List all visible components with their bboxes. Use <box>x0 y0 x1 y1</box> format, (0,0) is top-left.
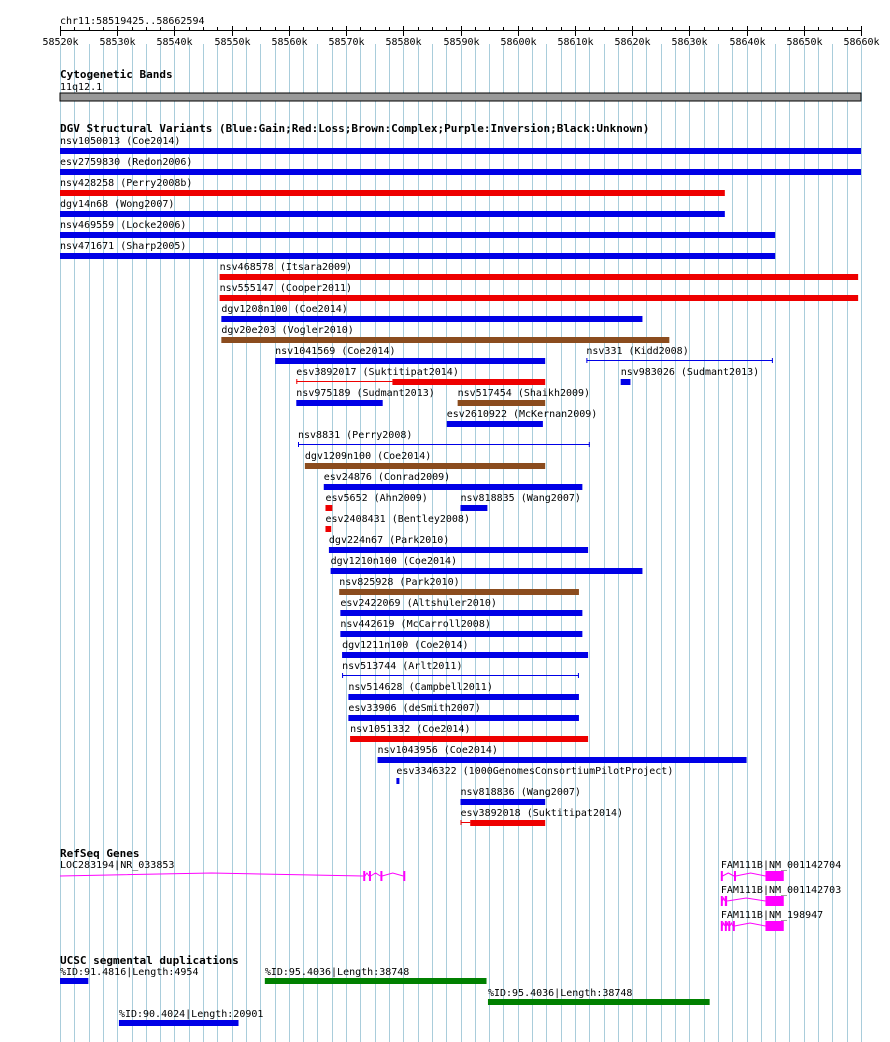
gene-exon <box>765 896 783 906</box>
variant-label: esv3346322 (1000GenomesConsortiumPilotProject) <box>396 766 674 777</box>
variant-label: nsv469559 (Locke2006) <box>60 220 187 231</box>
variant-label: esv2422069 (Altshuler2010) <box>340 598 497 609</box>
segdup-label: %ID:95.4036|Length:38748 <box>264 967 410 978</box>
location-label: chr11:58519425..58662594 <box>60 16 205 27</box>
segdup-label: %ID:95.4036|Length:38748 <box>487 988 633 999</box>
variant-bar <box>340 610 582 616</box>
segdup-bar <box>119 1020 239 1026</box>
gene-exon <box>765 921 783 931</box>
variant-label: esv3892017 (Suktitipat2014) <box>296 367 459 378</box>
segdup-label: %ID:90.4024|Length:20901 <box>118 1009 264 1020</box>
gene-label: FAM111B|NM_001142704 <box>720 860 842 871</box>
gene-exon <box>725 921 727 931</box>
gene-exon <box>721 871 723 881</box>
variant-bar <box>458 400 546 406</box>
variant-label: nsv1051332 (Coe2014) <box>350 724 471 735</box>
variant-bar <box>392 379 545 385</box>
segdup-bar <box>265 978 487 984</box>
variant-bar <box>470 820 545 826</box>
variant-label: dgv1210n100 (Coe2014) <box>330 556 458 567</box>
ruler-tick-label: 58550k <box>214 37 251 48</box>
variant-label: nsv514628 (Campbell2011) <box>348 682 493 693</box>
gene-label: FAM111B|NM_001142703 <box>720 885 842 896</box>
variant-label: nsv555147 (Cooper2011) <box>219 283 353 294</box>
variant-bar <box>348 715 579 721</box>
ruler-tick-label: 58560k <box>271 37 308 48</box>
segdup-bar <box>60 978 88 984</box>
variant-label: esv3892018 (Suktitipat2014) <box>460 808 624 819</box>
variant-bar <box>275 358 545 364</box>
variant-bar <box>396 778 399 784</box>
variant-label: nsv825928 (Park2010) <box>339 577 460 588</box>
variant-label: nsv428258 (Perry2008b) <box>60 178 193 189</box>
variant-label: nsv513744 (Arlt2011) <box>342 661 463 672</box>
variant-bar <box>220 274 859 280</box>
cytoband-track-title: Cytogenetic Bands <box>60 68 173 81</box>
cytoband-bar <box>60 93 861 101</box>
gene-exon <box>380 871 382 881</box>
cytoband-track <box>60 68 861 101</box>
variant-bar <box>60 211 725 217</box>
variant-bar <box>447 421 543 427</box>
gene-intron-line <box>723 873 766 876</box>
variant-label: nsv471671 (Sharp2005) <box>60 241 187 252</box>
variant-label: nsv983026 (Sudmant2013) <box>620 367 760 378</box>
segdup-track-title: UCSC segmental duplications <box>60 954 239 967</box>
variant-bar <box>621 379 631 385</box>
variant-label: nsv1050013 (Coe2014) <box>60 136 181 147</box>
variant-bar <box>60 232 775 238</box>
ruler-tick-label: 58660k <box>843 37 880 48</box>
variant-label: dgv1209n100 (Coe2014) <box>304 451 432 462</box>
variant-label: nsv818835 (Wang2007) <box>460 493 581 504</box>
ruler-tick-label: 58630k <box>671 37 708 48</box>
ruler-tick-label: 58520k <box>42 37 79 48</box>
variant-label: esv5652 (Ahn2009) <box>325 493 428 504</box>
variant-label: nsv975189 (Sudmant2013) <box>296 388 435 399</box>
variant-bar <box>60 169 861 175</box>
ruler-tick-label: 58650k <box>786 37 823 48</box>
variant-label: esv2759830 (Redon2006) <box>60 157 193 168</box>
variant-bar <box>325 505 332 511</box>
gene-exon <box>733 921 735 931</box>
ruler-tick-label: 58570k <box>328 37 365 48</box>
gene-label: FAM111B|NM_198947 <box>720 910 824 921</box>
variant-label: nsv331 (Kidd2008) <box>586 346 689 357</box>
ruler-tick-label: 58580k <box>385 37 422 48</box>
variant-label: nsv818836 (Wang2007) <box>460 787 581 798</box>
variant-label: nsv1043956 (Coe2014) <box>377 745 498 756</box>
dgv-track-title: DGV Structural Variants (Blue:Gain;Red:Loss;Brown:Complex;Purple:Inversion;Black:Unknown) <box>60 122 650 135</box>
ruler-tick-label: 58540k <box>156 37 193 48</box>
variant-bar <box>221 337 669 343</box>
segdup-bar <box>488 999 710 1005</box>
variant-bar <box>339 589 579 595</box>
variant-bar <box>342 652 588 658</box>
gene-exon <box>721 896 723 906</box>
variant-label: nsv1041569 (Coe2014) <box>275 346 396 357</box>
ruler-tick-label: 58640k <box>729 37 766 48</box>
variant-bar <box>60 253 775 259</box>
variant-bar <box>325 526 331 532</box>
gene-intron-line <box>723 898 766 901</box>
variant-label: nsv468578 (Itsara2009) <box>219 262 353 273</box>
variant-bar <box>461 505 488 511</box>
gene-exon <box>734 871 736 881</box>
position-ruler <box>42 16 879 48</box>
segdup-track <box>60 954 710 1026</box>
variant-bar <box>329 547 588 553</box>
variant-label: dgv224n67 (Park2010) <box>328 535 450 546</box>
variant-bar <box>296 400 382 406</box>
variant-label: esv2610922 (McKernan2009) <box>446 409 598 420</box>
refseq-track-title: RefSeq Genes <box>60 847 140 860</box>
ruler-tick-label: 58600k <box>500 37 537 48</box>
gene-intron-line <box>60 873 403 876</box>
gene-exon <box>721 921 723 931</box>
variant-label: nsv517454 (Shaikh2009) <box>457 388 591 399</box>
ruler-tick-label: 58610k <box>557 37 594 48</box>
gene-exon <box>363 871 365 881</box>
refseq-track <box>60 847 841 931</box>
variant-label: dgv20e203 (Vogler2010) <box>221 325 354 336</box>
variant-label: esv33906 (deSmith2007) <box>348 703 481 714</box>
variant-bar <box>331 568 643 574</box>
variant-bar <box>350 736 588 742</box>
variant-label: dgv1211n100 (Coe2014) <box>342 640 469 651</box>
variant-bar <box>220 295 859 301</box>
gene-exon <box>403 871 405 881</box>
gene-exon <box>728 921 730 931</box>
variant-label: nsv442619 (McCarroll2008) <box>340 619 491 630</box>
ruler-tick-label: 58590k <box>443 37 480 48</box>
variant-label: dgv14n68 (Wong2007) <box>60 199 175 210</box>
ruler-tick-label: 58530k <box>99 37 136 48</box>
variant-bar <box>305 463 545 469</box>
variant-bar <box>340 631 582 637</box>
cytoband-label: 11q12.1 <box>60 82 103 93</box>
gene-exon <box>725 896 727 906</box>
dgv-track <box>60 122 861 826</box>
variant-label: esv24876 (Conrad2009) <box>323 472 451 483</box>
variant-bar <box>60 148 861 154</box>
variant-label: esv2408431 (Bentley2008) <box>325 514 470 525</box>
gene-exon <box>369 871 371 881</box>
variant-bar <box>324 484 583 490</box>
variant-bar <box>60 190 725 196</box>
variant-label: nsv8831 (Perry2008) <box>298 430 413 441</box>
variant-label: dgv1208n100 (Coe2014) <box>221 304 348 315</box>
gene-exon <box>765 871 783 881</box>
variant-bar <box>461 799 546 805</box>
variant-bar <box>221 316 642 322</box>
segdup-label: %ID:91.4816|Length:4954 <box>60 967 199 978</box>
variant-bar <box>348 694 579 700</box>
variant-bar <box>378 757 747 763</box>
ruler-tick-label: 58620k <box>614 37 651 48</box>
gene-label: LOC283194|NR_033853 <box>60 860 175 871</box>
